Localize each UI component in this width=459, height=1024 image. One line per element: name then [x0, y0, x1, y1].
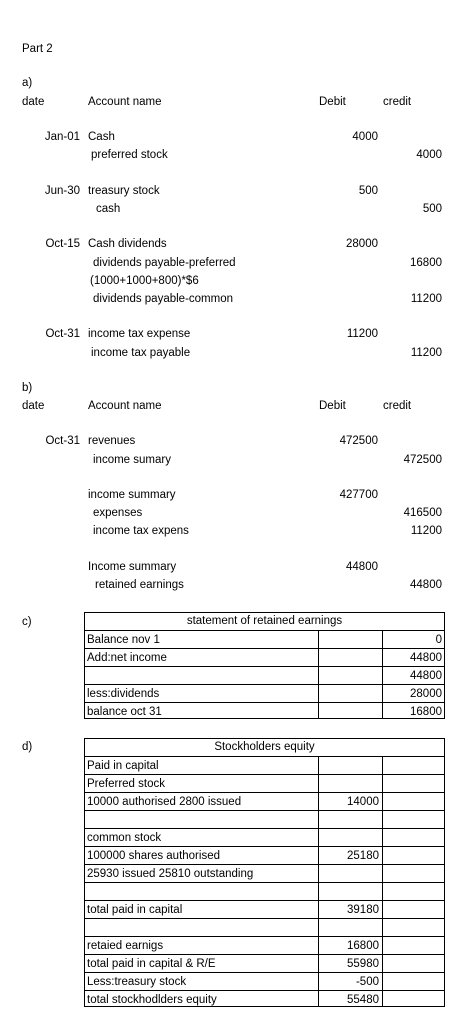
header-credit: credit [383, 400, 412, 412]
statement-row-label: less:dividends [87, 688, 160, 700]
journal-debit: 500 [358, 185, 378, 197]
equity-row-label: 100000 shares authorised [87, 850, 220, 862]
equity-row-label: Preferred stock [87, 778, 165, 790]
equity-row-value: 55480 [347, 994, 379, 1006]
journal-account: income tax expense [88, 328, 191, 340]
journal-account: income sumary [93, 454, 171, 466]
journal-credit: 11200 [410, 347, 442, 359]
equity-title: Stockholders equity [214, 741, 315, 753]
statement-row-label: balance oct 31 [87, 706, 162, 718]
journal-account: income tax expens [93, 525, 189, 537]
header-date: date [22, 400, 45, 412]
journal-date: Jun-30 [44, 185, 80, 197]
section-b-label: b) [22, 382, 33, 394]
journal-account: revenues [88, 435, 136, 447]
journal-credit: 16800 [410, 257, 442, 269]
equity-row-label: total paid in capital [87, 904, 183, 916]
journal-credit: 44800 [410, 579, 442, 591]
journal-debit: 472500 [339, 435, 378, 447]
journal-debit: 28000 [346, 238, 378, 250]
journal-date: Jan-01 [44, 131, 80, 143]
header-debit: Debit [319, 96, 346, 108]
header-account: Account name [88, 400, 162, 412]
page-title: Part 2 [22, 43, 53, 55]
equity-row-label: 25930 issued 25810 outstanding [87, 868, 254, 880]
journal-account: cash [96, 203, 121, 215]
journal-credit: 416500 [403, 507, 442, 519]
journal-account: income summary [88, 489, 176, 501]
journal-account: Cash [88, 131, 115, 143]
journal-account: preferred stock [91, 149, 168, 161]
header-credit: credit [383, 96, 412, 108]
journal-debit: 44800 [346, 561, 378, 573]
equity-row-value: -500 [355, 976, 379, 988]
section-d-label: d) [22, 741, 33, 753]
journal-debit: 11200 [346, 328, 378, 340]
journal-account: (1000+1000+800)*$6 [90, 275, 199, 287]
statement-row-value: 44800 [410, 670, 442, 682]
equity-row-label: Paid in capital [87, 760, 159, 772]
equity-row-label: total stockhodlders equity [87, 994, 217, 1006]
journal-credit: 500 [422, 203, 442, 215]
equity-row-label: common stock [87, 832, 162, 844]
equity-row-value: 39180 [347, 904, 379, 916]
journal-account: retained earnings [95, 579, 184, 591]
statement-row-value: 16800 [410, 706, 442, 718]
journal-credit: 11200 [410, 525, 442, 537]
statement-row-value: 44800 [410, 652, 442, 664]
header-debit: Debit [319, 400, 346, 412]
equity-row-value: 55980 [347, 958, 379, 970]
journal-date: Oct-31 [45, 435, 80, 447]
statement-row-label: Add:net income [87, 652, 167, 664]
journal-account: Income summary [88, 561, 177, 573]
statement-row-value: 28000 [410, 688, 442, 700]
header-account: Account name [88, 96, 162, 108]
header-date: date [22, 96, 45, 108]
journal-account: treasury stock [88, 185, 160, 197]
statement-row-value: 0 [435, 634, 442, 646]
section-c-label: c) [22, 616, 32, 628]
equity-row-label: total paid in capital & R/E [87, 958, 216, 970]
equity-row-label: retaied earnigs [87, 940, 164, 952]
journal-debit: 427700 [339, 489, 378, 501]
equity-row-label: Less:treasury stock [87, 976, 187, 988]
equity-row-value: 14000 [347, 796, 379, 808]
equity-row-label: 10000 authorised 2800 issued [87, 796, 242, 808]
journal-debit: 4000 [352, 131, 378, 143]
journal-date: Oct-15 [45, 238, 80, 250]
journal-credit: 4000 [416, 149, 442, 161]
journal-account: expenses [93, 507, 143, 519]
journal-credit: 472500 [403, 454, 442, 466]
section-a-label: a) [22, 77, 33, 89]
statement-row-label: Balance nov 1 [87, 634, 160, 646]
journal-account: dividends payable-preferred [93, 257, 236, 269]
journal-account: dividends payable-common [93, 293, 233, 305]
journal-credit: 11200 [410, 293, 442, 305]
journal-account: Cash dividends [88, 238, 167, 250]
equity-row-value: 16800 [347, 940, 379, 952]
equity-row-value: 25180 [347, 850, 379, 862]
journal-account: income tax payable [91, 347, 191, 359]
statement-title: statement of retained earnings [186, 615, 343, 627]
journal-date: Oct-31 [45, 328, 80, 340]
